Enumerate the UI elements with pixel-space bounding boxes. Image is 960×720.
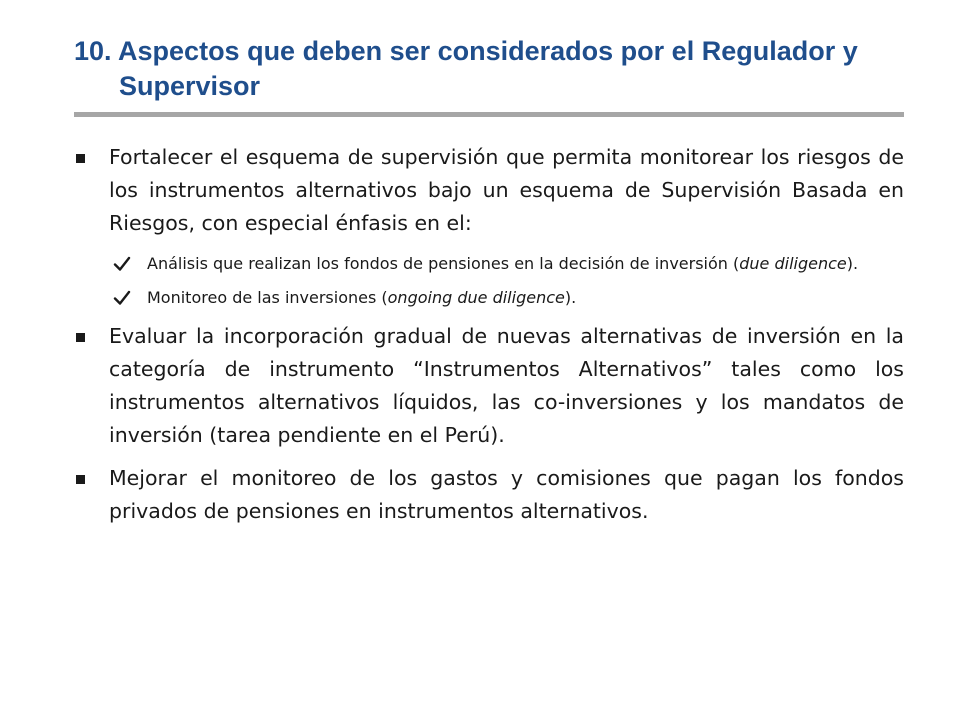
sub-item-ongoing-due-diligence <box>74 284 904 312</box>
checkmark-icon <box>113 289 131 307</box>
checkmark-icon <box>113 255 131 273</box>
slide-title <box>74 34 904 104</box>
sub-item-text: Análisis que realizan los fondos de pensiones en la decisión de inversión (due diligence). <box>147 254 859 273</box>
sub-item-emphasis: ongoing due diligence <box>387 288 565 307</box>
square-bullet-icon <box>76 475 85 484</box>
sub-list <box>74 250 904 312</box>
bullet-text: Fortalecer el esquema de supervisión que permita monitorear los riesgos de los instrumentos alternativos bajo un esquema de Supervisión Basada en Riesgos, con especial énfasis en el: <box>109 145 904 235</box>
bullet-item-mejorar <box>74 462 904 528</box>
title-divider <box>74 112 904 117</box>
sub-item-due-diligence <box>74 250 904 278</box>
sub-item-emphasis: due diligence <box>739 254 847 273</box>
slide-content <box>74 141 904 538</box>
slide-title-line-1: 10. Aspectos que deben ser considerados por el Regulador y <box>74 36 858 66</box>
square-bullet-icon <box>76 333 85 342</box>
bullet-item-supervision <box>74 141 904 240</box>
bullet-text: Evaluar la incorporación gradual de nuevas alternativas de inversión en la categoría de instrumento “Instrumentos Alternativos” tales como los instrumentos alternativos líquidos, las co-inversiones y los mandatos de inversión (tarea pendiente en el Perú). <box>109 324 904 447</box>
square-bullet-icon <box>76 154 85 163</box>
sub-item-text: Monitoreo de las inversiones (ongoing due diligence). <box>147 288 577 307</box>
bullet-text: Mejorar el monitoreo de los gastos y comisiones que pagan los fondos privados de pensiones en instrumentos alternativos. <box>109 466 904 523</box>
slide-title-line-2: Supervisor <box>119 71 261 101</box>
bullet-item-evaluar <box>74 320 904 452</box>
